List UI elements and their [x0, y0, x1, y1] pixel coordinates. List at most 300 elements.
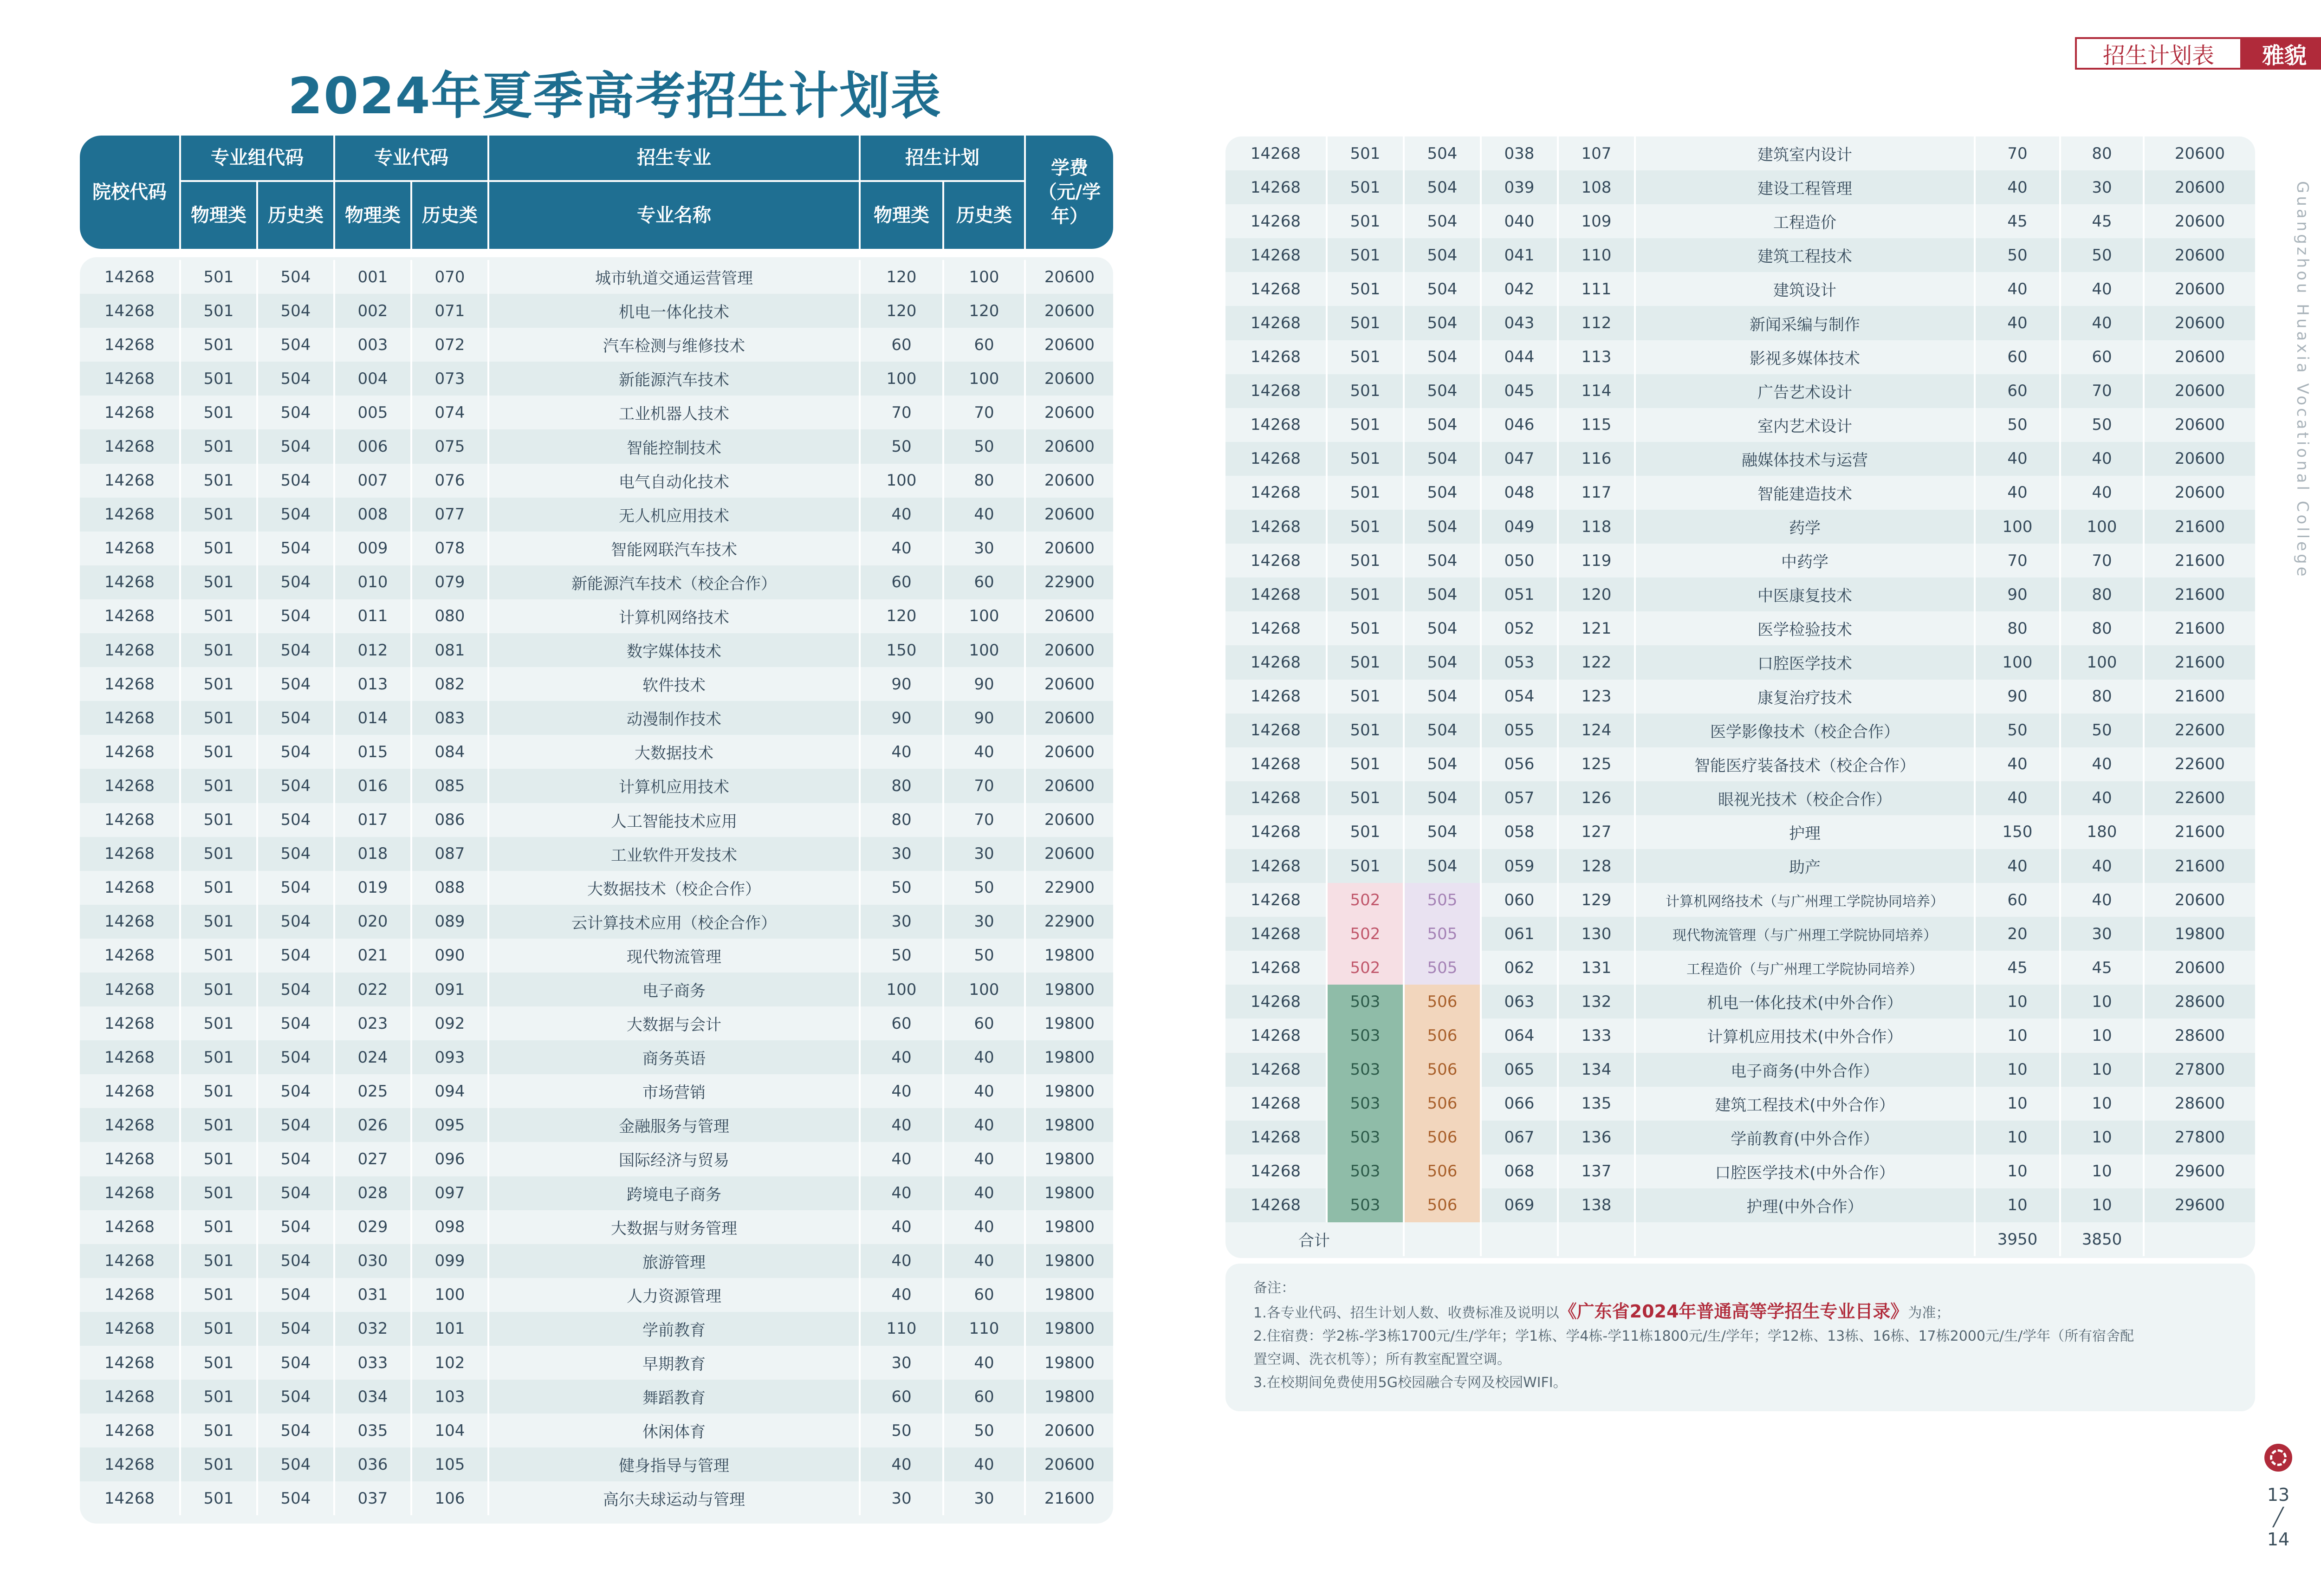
- table-row: [80, 803, 1113, 837]
- table-cell: 机电一体化技术(中外合作）: [1636, 985, 1976, 1019]
- table-cell: 60: [944, 1278, 1026, 1312]
- table-cell: 29600: [2174, 1196, 2225, 1215]
- table-cell: 20600: [1044, 708, 1095, 727]
- table-cell: 60: [2061, 340, 2145, 374]
- table-cell: 动漫制作技术: [489, 701, 861, 735]
- table-cell: 40: [944, 1244, 1026, 1278]
- table-cell: 501: [181, 429, 258, 463]
- table-cell: 018: [335, 837, 412, 871]
- table-cell: 国际经济与贸易: [489, 1142, 861, 1176]
- table-cell: 501: [181, 464, 258, 498]
- table-cell: 10: [2061, 985, 2145, 1019]
- table-cell: 501: [1328, 306, 1405, 340]
- table-cell: 40: [2061, 781, 2145, 815]
- table-cell: 501: [181, 1346, 258, 1380]
- table-cell: 124: [1559, 714, 1636, 747]
- table-cell: 506: [1405, 1087, 1482, 1121]
- table-cell: 21600: [2174, 619, 2225, 638]
- table-cell: 101: [412, 1312, 489, 1346]
- table-cell: 80: [861, 769, 944, 803]
- table-cell: 040: [1482, 204, 1559, 238]
- table-row: [80, 1210, 1113, 1244]
- table-cell: 504: [258, 667, 335, 701]
- table-cell: 029: [335, 1210, 412, 1244]
- table-cell: 100: [861, 464, 944, 498]
- table-cell: 14268: [80, 1074, 181, 1108]
- table-row: [1225, 1019, 2255, 1052]
- table-cell: 30: [861, 905, 944, 939]
- table-cell: 22900: [1044, 573, 1095, 592]
- table-cell: 501: [181, 362, 258, 396]
- table-cell: 501: [1328, 204, 1405, 238]
- table-cell: 501: [1328, 815, 1405, 849]
- table-cell: 501: [1328, 374, 1405, 408]
- table-cell: 120: [861, 599, 944, 633]
- table-row: [80, 464, 1113, 498]
- table-cell: 501: [1328, 714, 1405, 747]
- table-cell: 20600: [1044, 1421, 1095, 1440]
- table-cell: 506: [1405, 1019, 1482, 1052]
- table-cell: 40: [861, 1040, 944, 1074]
- table-cell: 50: [944, 1414, 1026, 1447]
- table-cell: 065: [1482, 1053, 1559, 1087]
- table-cell: 120: [861, 260, 944, 294]
- table-cell: 14268: [80, 803, 181, 837]
- table-cell: 501: [181, 1380, 258, 1414]
- table-cell: 30: [944, 905, 1026, 939]
- header-major-physics: 物理类: [335, 182, 412, 249]
- table-cell: 40: [861, 1142, 944, 1176]
- table-cell: 14268: [80, 1278, 181, 1312]
- table-row: [80, 1074, 1113, 1108]
- table-cell: 40: [1976, 170, 2061, 204]
- table-cell: 10: [1976, 1121, 2061, 1155]
- table-cell: 智能网联汽车技术: [489, 532, 861, 565]
- table-cell: 28600: [2174, 1094, 2225, 1113]
- table-cell: 14268: [1225, 238, 1328, 272]
- table-cell: 098: [412, 1210, 489, 1244]
- table-cell: 70: [944, 769, 1026, 803]
- table-cell: 086: [412, 803, 489, 837]
- table-cell: 60: [861, 328, 944, 362]
- table-cell: 504: [1405, 680, 1482, 714]
- table-cell: 100: [1976, 510, 2061, 544]
- table-cell: 504: [258, 1414, 335, 1447]
- table-cell: 50: [861, 1414, 944, 1447]
- table-cell: 501: [181, 1210, 258, 1244]
- table-cell: 10: [1976, 1087, 2061, 1121]
- table-cell: 123: [1559, 680, 1636, 714]
- table-cell: 云计算技术应用（校企合作）: [489, 905, 861, 939]
- table-cell: 旅游管理: [489, 1244, 861, 1278]
- table-cell: 504: [1405, 815, 1482, 849]
- table-cell: 21600: [1044, 1489, 1095, 1508]
- table-cell: 大数据与财务管理: [489, 1210, 861, 1244]
- table-cell: 506: [1405, 1053, 1482, 1087]
- table-cell: 126: [1559, 781, 1636, 815]
- table-cell: 504: [258, 1380, 335, 1414]
- table-cell: 021: [335, 939, 412, 973]
- table-cell: 501: [181, 532, 258, 565]
- table-cell: 504: [258, 1210, 335, 1244]
- table-cell: 45: [1976, 204, 2061, 238]
- table-cell: 501: [1328, 849, 1405, 883]
- table-cell: 70: [861, 396, 944, 429]
- table-cell: 081: [412, 633, 489, 667]
- table-cell: 095: [412, 1108, 489, 1142]
- table-cell: 501: [181, 1447, 258, 1481]
- table-cell: 002: [335, 294, 412, 328]
- table-cell: 80: [861, 803, 944, 837]
- table-cell: 60: [1976, 340, 2061, 374]
- table-cell: 30: [2061, 917, 2145, 951]
- table-cell: 051: [1482, 577, 1559, 611]
- table-cell: 504: [1405, 747, 1482, 781]
- table-cell: 14268: [80, 260, 181, 294]
- table-cell: 40: [861, 735, 944, 769]
- table-cell: 20600: [1044, 505, 1095, 524]
- table-cell: 30: [944, 532, 1026, 565]
- table-cell: 017: [335, 803, 412, 837]
- table-cell: 14268: [80, 328, 181, 362]
- table-cell: 20600: [2174, 890, 2225, 909]
- table-row: [1225, 136, 2255, 170]
- table-row: [80, 565, 1113, 599]
- table-row: [1225, 1121, 2255, 1155]
- table-cell: 504: [1405, 204, 1482, 238]
- table-cell: 023: [335, 1006, 412, 1040]
- table-cell: 30: [944, 1481, 1026, 1515]
- table-cell: 14268: [80, 1210, 181, 1244]
- table-cell: 032: [335, 1312, 412, 1346]
- table-cell: 504: [1405, 476, 1482, 510]
- table-row: [1225, 238, 2255, 272]
- table-row: [80, 633, 1113, 667]
- table-cell: 506: [1405, 1121, 1482, 1155]
- table-cell: 14268: [80, 498, 181, 532]
- table-cell: 010: [335, 565, 412, 599]
- table-row: [80, 599, 1113, 633]
- table-cell: 502: [1328, 917, 1405, 951]
- table-cell: 502: [1328, 883, 1405, 917]
- table-cell: 工程造价: [1636, 204, 1976, 238]
- table-cell: 护理: [1636, 815, 1976, 849]
- table-cell: 114: [1559, 374, 1636, 408]
- table-cell: 电子商务: [489, 973, 861, 1006]
- table-cell: 药学: [1636, 510, 1976, 544]
- table-cell: 501: [181, 1176, 258, 1210]
- page-number-right: 14: [2267, 1529, 2290, 1550]
- table-cell: 100: [412, 1278, 489, 1312]
- table-row: [80, 837, 1113, 871]
- table-cell: 504: [258, 803, 335, 837]
- table-cell: 金融服务与管理: [489, 1108, 861, 1142]
- table-row: [80, 1414, 1113, 1447]
- table-cell: 042: [1482, 272, 1559, 306]
- table-cell: 052: [1482, 611, 1559, 645]
- table-cell: 早期教育: [489, 1346, 861, 1380]
- table-cell: 机电一体化技术: [489, 294, 861, 328]
- table-cell: 501: [1328, 544, 1405, 577]
- table-cell: 19800: [1044, 1184, 1095, 1203]
- table-cell: 096: [412, 1142, 489, 1176]
- table-cell: 20600: [2174, 246, 2225, 265]
- table-cell: 030: [335, 1244, 412, 1278]
- table-cell: 132: [1559, 985, 1636, 1019]
- table-cell: 061: [1482, 917, 1559, 951]
- table-cell: 建筑设计: [1636, 272, 1976, 306]
- table-cell: 14268: [80, 1414, 181, 1447]
- notes-line-1-pre: 1.各专业代码、招生计划人数、收费标准及说明以: [1253, 1305, 1559, 1321]
- table-cell: 011: [335, 599, 412, 633]
- table-cell: 099: [412, 1244, 489, 1278]
- right-table-rows: [1225, 136, 2255, 1222]
- table-cell: 064: [1482, 1019, 1559, 1052]
- table-cell: 069: [1482, 1188, 1559, 1222]
- table-cell: 501: [1328, 238, 1405, 272]
- table-cell: 40: [944, 1108, 1026, 1142]
- table-cell: 504: [258, 837, 335, 871]
- table-cell: 120: [944, 294, 1026, 328]
- table-cell: 19800: [1044, 1048, 1095, 1067]
- table-cell: 504: [258, 905, 335, 939]
- table-cell: 120: [861, 294, 944, 328]
- header-major-code: 专业代码: [335, 136, 489, 182]
- table-cell: 120: [1559, 577, 1636, 611]
- table-row: [1225, 883, 2255, 917]
- table-cell: 50: [944, 939, 1026, 973]
- table-cell: 60: [944, 1380, 1026, 1414]
- table-cell: 505: [1405, 951, 1482, 985]
- table-cell: 20600: [2174, 212, 2225, 231]
- table-cell: 40: [2061, 442, 2145, 476]
- table-cell: 103: [412, 1380, 489, 1414]
- table-cell: 90: [861, 701, 944, 735]
- table-cell: 504: [258, 1312, 335, 1346]
- table-cell: 117: [1559, 476, 1636, 510]
- table-cell: 501: [181, 396, 258, 429]
- table-cell: 501: [181, 1244, 258, 1278]
- table-cell: 19800: [1044, 1014, 1095, 1033]
- table-cell: 22600: [2174, 789, 2225, 808]
- table-cell: 039: [1482, 170, 1559, 204]
- table-row: [1225, 204, 2255, 238]
- table-row: [1225, 849, 2255, 883]
- table-cell: 29600: [2174, 1162, 2225, 1181]
- table-cell: 现代物流管理: [489, 939, 861, 973]
- table-cell: 504: [258, 1176, 335, 1210]
- table-cell: 20600: [2174, 279, 2225, 298]
- table-cell: 133: [1559, 1019, 1636, 1052]
- table-cell: 134: [1559, 1053, 1636, 1087]
- table-cell: 504: [258, 362, 335, 396]
- table-cell: 504: [1405, 645, 1482, 679]
- table-cell: 049: [1482, 510, 1559, 544]
- table-cell: 14268: [1225, 442, 1328, 476]
- table-cell: 40: [1976, 476, 2061, 510]
- table-cell: 004: [335, 362, 412, 396]
- table-cell: 融媒体技术与运营: [1636, 442, 1976, 476]
- table-cell: 19800: [1044, 1353, 1095, 1372]
- table-cell: 70: [2061, 544, 2145, 577]
- table-cell: 14268: [80, 1176, 181, 1210]
- table-cell: 40: [944, 1040, 1026, 1074]
- table-cell: 094: [412, 1074, 489, 1108]
- table-cell: 072: [412, 328, 489, 362]
- table-cell: 501: [1328, 747, 1405, 781]
- table-cell: 20600: [1044, 776, 1095, 795]
- table-cell: 127: [1559, 815, 1636, 849]
- table-cell: 40: [1976, 781, 2061, 815]
- table-cell: 10: [1976, 1019, 2061, 1052]
- table-cell: 45: [2061, 951, 2145, 985]
- table-cell: 40: [1976, 747, 2061, 781]
- table-cell: 14268: [1225, 170, 1328, 204]
- header-group-code: 专业组代码: [181, 136, 335, 182]
- table-cell: 501: [181, 939, 258, 973]
- table-cell: 130: [1559, 917, 1636, 951]
- table-cell: 505: [1405, 917, 1482, 951]
- table-cell: 21600: [2174, 856, 2225, 876]
- table-cell: 40: [2061, 272, 2145, 306]
- table-cell: 116: [1559, 442, 1636, 476]
- table-cell: 数字媒体技术: [489, 633, 861, 667]
- table-row: [80, 905, 1113, 939]
- table-cell: 跨境电子商务: [489, 1176, 861, 1210]
- table-row: [1225, 1155, 2255, 1188]
- table-cell: 504: [258, 1244, 335, 1278]
- table-row: [1225, 645, 2255, 679]
- table-cell: 501: [1328, 510, 1405, 544]
- table-cell: 40: [2061, 476, 2145, 510]
- table-cell: 14268: [1225, 340, 1328, 374]
- table-cell: 504: [258, 1278, 335, 1312]
- table-cell: 106: [412, 1481, 489, 1515]
- table-cell: 504: [258, 1040, 335, 1074]
- total-empty-cell: [1559, 1222, 1636, 1256]
- table-cell: 504: [258, 1006, 335, 1040]
- table-cell: 19800: [1044, 1252, 1095, 1271]
- table-row: [1225, 340, 2255, 374]
- table-cell: 80: [2061, 577, 2145, 611]
- table-cell: 14268: [1225, 781, 1328, 815]
- header-major-history: 历史类: [412, 182, 489, 249]
- table-row: [1225, 272, 2255, 306]
- notes-title: 备注：: [1253, 1280, 1295, 1296]
- header-plan-history: 历史类: [944, 182, 1026, 249]
- table-cell: 市场营销: [489, 1074, 861, 1108]
- table-cell: 19800: [1044, 1082, 1095, 1101]
- table-row: [1225, 815, 2255, 849]
- notes-line-2b: 置空调、洗衣机等）；所有教室配置空调。: [1253, 1351, 1511, 1368]
- table-cell: 504: [1405, 340, 1482, 374]
- notes-line-3: 3.在校期间免费使用5G校园融合专网及校园WIFI。: [1253, 1375, 1567, 1391]
- table-cell: 501: [1328, 645, 1405, 679]
- table-cell: 055: [1482, 714, 1559, 747]
- table-cell: 40: [2061, 306, 2145, 340]
- table-cell: 501: [181, 769, 258, 803]
- table-cell: 10: [2061, 1019, 2145, 1052]
- table-cell: 504: [1405, 849, 1482, 883]
- table-cell: 026: [335, 1108, 412, 1142]
- table-cell: 501: [181, 803, 258, 837]
- table-cell: 20600: [2174, 958, 2225, 977]
- table-cell: 504: [258, 1142, 335, 1176]
- table-cell: 40: [2061, 849, 2145, 883]
- table-cell: 19800: [1044, 980, 1095, 999]
- table-cell: 024: [335, 1040, 412, 1074]
- table-cell: 建筑室内设计: [1636, 136, 1976, 170]
- table-row: [80, 1278, 1113, 1312]
- table-cell: 089: [412, 905, 489, 939]
- table-cell: 083: [412, 701, 489, 735]
- table-cell: 027: [335, 1142, 412, 1176]
- table-cell: 034: [335, 1380, 412, 1414]
- table-cell: 501: [1328, 340, 1405, 374]
- table-cell: 14268: [1225, 611, 1328, 645]
- header-major: 招生专业: [489, 136, 861, 182]
- table-cell: 14268: [80, 667, 181, 701]
- table-cell: 40: [944, 498, 1026, 532]
- table-cell: 现代物流管理（与广州理工学院协同培养）: [1636, 917, 1976, 951]
- table-cell: 40: [861, 1244, 944, 1278]
- table-cell: 40: [1976, 306, 2061, 340]
- table-row: [80, 532, 1113, 565]
- table-cell: 047: [1482, 442, 1559, 476]
- table-row: [1225, 1087, 2255, 1121]
- table-cell: 14268: [80, 939, 181, 973]
- table-row: [1225, 680, 2255, 714]
- table-row: [1225, 1053, 2255, 1087]
- table-cell: 501: [1328, 442, 1405, 476]
- table-cell: 136: [1559, 1121, 1636, 1155]
- table-row: [80, 362, 1113, 396]
- table-cell: 21600: [2174, 687, 2225, 706]
- notes-line-1: [1253, 1300, 2227, 1325]
- table-cell: 无人机应用技术: [489, 498, 861, 532]
- table-cell: 501: [181, 565, 258, 599]
- table-cell: 商务英语: [489, 1040, 861, 1074]
- table-cell: 口腔医学技术(中外合作）: [1636, 1155, 1976, 1188]
- table-cell: 504: [258, 735, 335, 769]
- table-cell: 100: [2061, 510, 2145, 544]
- table-cell: 人工智能技术应用: [489, 803, 861, 837]
- table-cell: 066: [1482, 1087, 1559, 1121]
- table-cell: 003: [335, 328, 412, 362]
- table-cell: 50: [2061, 408, 2145, 442]
- table-cell: 20600: [1044, 811, 1095, 830]
- table-cell: 501: [181, 1108, 258, 1142]
- table-cell: 180: [2061, 815, 2145, 849]
- table-cell: 138: [1559, 1188, 1636, 1222]
- table-cell: 14268: [80, 633, 181, 667]
- table-cell: 090: [412, 939, 489, 973]
- table-cell: 078: [412, 532, 489, 565]
- page-title: 2024年夏季高考招生计划表: [288, 67, 942, 125]
- table-cell: 医学检验技术: [1636, 611, 1976, 645]
- table-cell: 504: [1405, 714, 1482, 747]
- table-cell: 110: [1559, 238, 1636, 272]
- table-cell: 122: [1559, 645, 1636, 679]
- table-cell: 121: [1559, 611, 1636, 645]
- table-cell: 503: [1328, 1188, 1405, 1222]
- table-cell: 504: [258, 599, 335, 633]
- total-empty-cell: [1482, 1222, 1559, 1256]
- table-row: [80, 1040, 1113, 1074]
- table-cell: 001: [335, 260, 412, 294]
- header-group-physics: 物理类: [181, 182, 258, 249]
- table-cell: 工业机器人技术: [489, 396, 861, 429]
